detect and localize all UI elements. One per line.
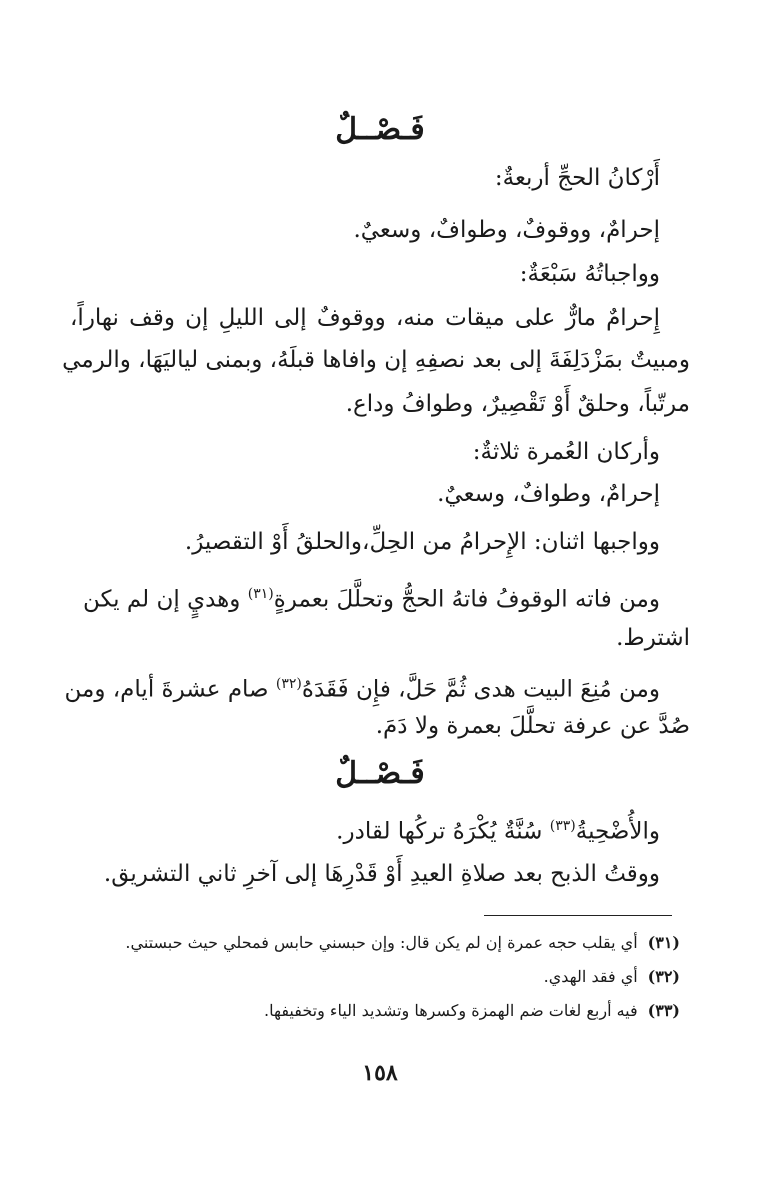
footnote-ref: (٣٣) bbox=[549, 818, 576, 834]
footnote-number: (٣٢) bbox=[647, 967, 680, 986]
footnote-divider bbox=[484, 915, 672, 916]
text-line: إِحرامٌ مارٌّ على ميقات منه، ووقوفٌ إلى الليلِ إن وقف نهاراً، bbox=[70, 305, 660, 331]
text-fragment: والأُضْحِيةُ bbox=[575, 818, 660, 845]
text-fragment: ومن مُنِعَ البيت هدى ثُمَّ حَلَّ، فإِن فَقَدَهُ bbox=[301, 676, 660, 703]
footnote bbox=[60, 964, 680, 990]
section-title-2: فَـصْــلٌ bbox=[335, 756, 425, 791]
text-fragment: صام عشرةَ أيام، ومن bbox=[64, 676, 269, 703]
text-line: أَرْكانُ الحجِّ أربعةٌ: bbox=[494, 165, 660, 191]
text-fragment: سُنَّةٌ يُكْرَهُ تركُها لقادر. bbox=[336, 818, 543, 845]
footnote-number: (٣١) bbox=[647, 933, 680, 952]
text-line: إحرامٌ، ووقوفٌ، وطوافٌ، وسعيٌ. bbox=[353, 217, 660, 243]
text-line: إحرامٌ، وطوافٌ، وسعيٌ. bbox=[437, 481, 660, 507]
footnote-text: فيه أربع لغات ضم الهمزة وكسرها وتشديد الياء وتخفيفها. bbox=[263, 1001, 638, 1020]
text-line: ومبيتٌ بمَزْدَلِفَةَ إلى بعد نصفِهِ إن وافاها قبلَهُ، وبمنى لياليَهَا، والرمي bbox=[62, 347, 690, 373]
text-line-with-footnote bbox=[64, 664, 660, 710]
text-line: وواجبها اثنان: الإِحرامُ من الحِلِّ،والحلقُ أَوْ التقصيرُ. bbox=[184, 529, 660, 555]
text-line: وواجباتُهُ سَبْعَةٌ: bbox=[519, 261, 660, 287]
footnote-text: أي يقلب حجه عمرة إن لم يكن قال: وإن حبسني حابس فمحلي حيث حبستني. bbox=[125, 933, 638, 952]
footnote-number: (٣٣) bbox=[647, 1001, 680, 1020]
text-line: مرتّباً، وحلقٌ أَوْ تَقْصِيرٌ، وطوافُ وداع. bbox=[345, 391, 690, 417]
text-line: اشترط. bbox=[616, 625, 690, 651]
section-title-1: فَـصْــلٌ bbox=[335, 112, 425, 147]
text-line: صُدَّ عن عرفة تحلَّلَ بعمرة ولا دَمَ. bbox=[375, 713, 690, 739]
text-line-with-footnote bbox=[70, 806, 660, 852]
text-fragment: ومن فاته الوقوفُ فاتهُ الحجُّ وتحلَّلَ بعمرةٍ bbox=[273, 586, 660, 613]
text-line: ووقتُ الذبح بعد صلاةِ العيدِ أَوْ قَدْرِهَا إلى آخرِ ثاني التشريق. bbox=[103, 861, 660, 887]
footnote bbox=[60, 930, 680, 956]
footnote-ref: (٣٢) bbox=[275, 676, 302, 692]
page-number: ١٥٨ bbox=[362, 1060, 398, 1086]
text-fragment: وهديٍ إن لم يكن bbox=[82, 586, 241, 613]
footnote bbox=[60, 998, 680, 1024]
footnote-ref: (٣١) bbox=[247, 586, 274, 602]
footnote-text: أي فقد الهدي. bbox=[543, 967, 638, 986]
text-line-with-footnote bbox=[70, 574, 660, 620]
text-line: وأركان العُمرة ثلاثةٌ: bbox=[472, 439, 660, 465]
